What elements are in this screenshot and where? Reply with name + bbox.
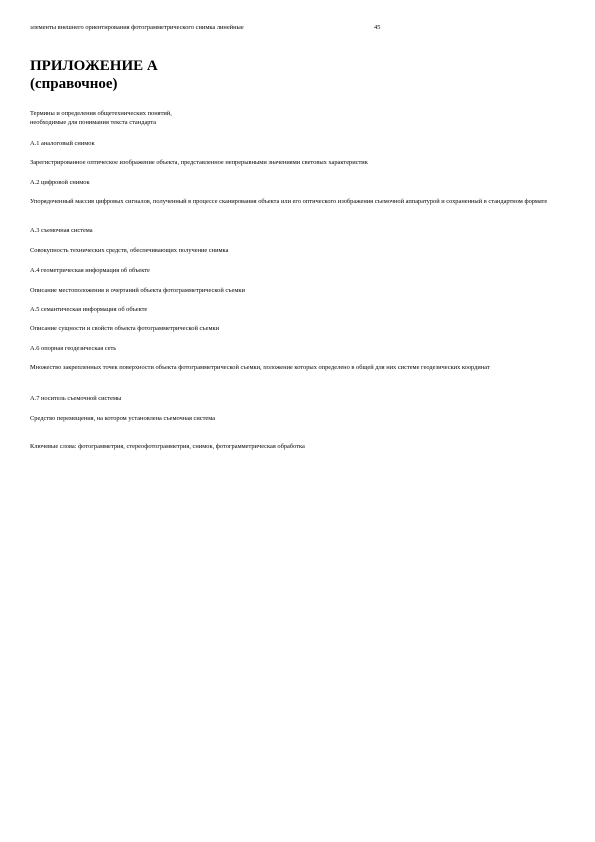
definition-a1: Зарегистрированное оптическое изображение объекта, представленное непрерывными значениями световых характеристик xyxy=(30,159,368,166)
definition-a3: Совокупность технических средств, обеспечивающих получение снимка xyxy=(30,247,229,254)
page-number: 45 xyxy=(374,24,381,31)
term-a1: А.1 аналоговый снимок xyxy=(30,140,95,147)
appendix-subtitle: (справочное) xyxy=(30,76,118,92)
term-a3: А.3 съемочная система xyxy=(30,227,93,234)
definition-a6: Множество закрепленных точек поверхности объекта фотограмметрической съемки, положение которых определено в общей для них системе геодезических координат xyxy=(30,364,490,371)
term-a6: А.6 опорная геодезическая сеть xyxy=(30,345,117,352)
term-a7: А.7 носитель съемочной системы xyxy=(30,395,122,402)
term-a2: А.2 цифровой снимок xyxy=(30,179,90,186)
intro-line-1: Термины и определения общетехнических понятий, xyxy=(30,110,172,117)
definition-a5: Описание сущности и свойств объекта фотограмметрической съемки xyxy=(30,325,220,332)
term-a5: А.5 семантическая информация об объекте xyxy=(30,306,148,313)
definition-a7: Средство перемещения, на котором установлена съемочная система xyxy=(30,415,216,422)
running-header: элементы внешнего ориентирования фотограмметрического снимка линейные xyxy=(30,24,244,31)
intro-line-2: необходимые для понимания текста стандарта xyxy=(30,119,157,126)
definition-a4: Описание местоположения и очертаний объекта фотограмметрической съемки xyxy=(30,287,245,294)
appendix-title: ПРИЛОЖЕНИЕ А xyxy=(30,58,158,74)
definition-a2: Упорядоченный массив цифровых сигналов, полученный в процессе сканирования объекта или его оптического изображения съемочной аппаратурой и сохраненный в стандартном формате xyxy=(30,198,548,205)
keywords: Ключевые слова: фотограмметрия, стереофотограмметрия, снимок, фотограмметрическая обработка xyxy=(30,443,305,450)
term-a4: А.4 геометрическая информация об объекте xyxy=(30,267,150,274)
